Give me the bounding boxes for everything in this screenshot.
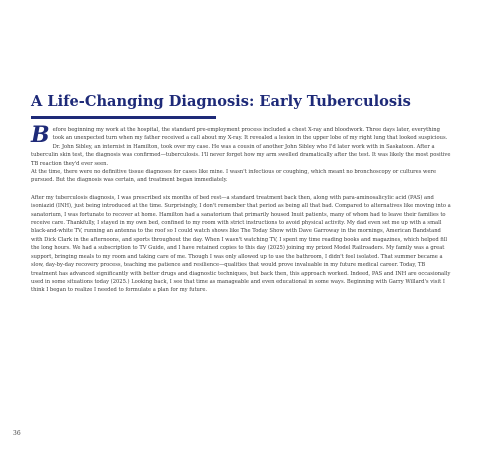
heading-underline [31, 116, 216, 119]
paragraph-2: At the time, there were no definitive tissue diagnoses for cases like mine. I wasn't infectious or coughing, which meant no bronchoscopy or cultures were pursued. But the diagnosis was certain, and treatment began immediately. [31, 169, 437, 184]
body-text [31, 122, 451, 295]
page-number: 36 [13, 430, 21, 437]
paragraph-1-text: efore beginning my work at the hospital, the standard pre-employment process included a chest X-ray and bloodwork. Three days later, everything took an unexpected turn when my father received a call about my X-ray. It revealed a lesion in the upper lobe of my right lung that looked suspicious. Dr. John Sibley, an internist in Hamilton, took over my case. He was a cousin of another John Sibley who I'd later work with in Saskatoon. After a tuberculin skin test, the diagnosis was confirmed—tuberculosis. I'll never forget how my arm swelled dramatically after the test. It was likely the most positive TB reaction they'd ever seen. [31, 127, 451, 167]
drop-cap: B [31, 122, 50, 148]
paragraph-3: After my tuberculosis diagnosis, I was prescribed six months of bed rest—a standard treatment back then, along with para-aminosalicylic acid (PAS) and isoniazid (INH), just being introduced at the time. Surprisingly, I don't remember that period as being all that bad. Compared to alternatives like moving into a sanatorium, I was fortunate to recover at home. Hamilton had a sanatorium that primarily housed Inuit patients, many of whom had to leave their families to receive care. Thankfully, I stayed in my own bed, confined to my room with strict instructions to avoid physical activity. My dad even set me up with a small black-and-white TV, running an antenna to the roof so I could watch shows like The Today Show with Dave Garroway in the mornings, American Bandstand with Dick Clark in the afternoons, and sports throughout the day. When I wasn't watching TV, I spent my time reading books and magazines, which helped fill the long hours. We had a subscription to TV Guide, and I have retained copies to this day (2025) joining my prized Model Railroaders. My family was a great support, bringing meals to my room and taking care of me. Though I was only allowed up to use the bathroom, I didn't feel isolated. That summer became a slow, day-by-day recovery process, teaching me patience and resilience—qualities that would prove invaluable in my future medical career. Today, TB treatment has advanced significantly with better drugs and diagnostic techniques, but back then, this approach worked. Indeed, PAS and INH are occasionally used in some situations today (2025.) Looking back, I see that time as manageable and even educational in some ways. Beginning with Garry Willard's visit I think I began to realize I needed to formulate a plan for my future. [31, 194, 451, 294]
paragraph-1 [31, 122, 451, 168]
chapter-heading: A Life-Changing Diagnosis: Early Tuberculosis [31, 93, 411, 110]
